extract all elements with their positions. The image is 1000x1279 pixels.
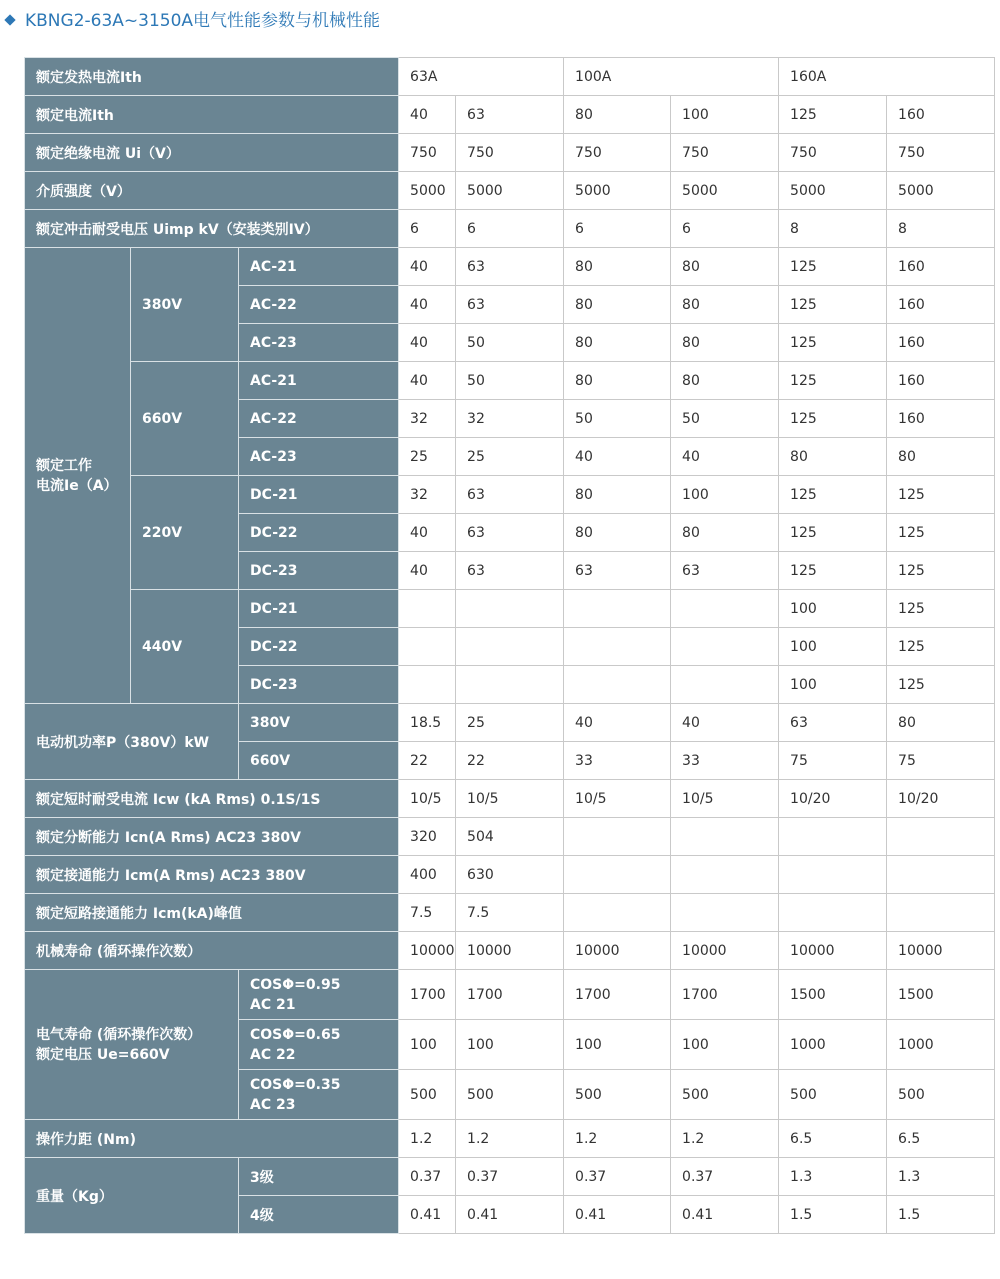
value-cell: 10000: [399, 932, 456, 970]
value-cell: 0.37: [564, 1158, 671, 1196]
row-dielectric: [25, 172, 995, 210]
value-cell: 10000: [671, 932, 779, 970]
value-cell: 40: [399, 248, 456, 286]
value-cell: 125: [887, 476, 995, 514]
value-cell: 63: [456, 552, 564, 590]
cos-line1: COSΦ=0.95: [250, 976, 341, 993]
value-cell: 500: [399, 1070, 456, 1120]
value-cell: 10/20: [887, 780, 995, 818]
value-cell: 500: [671, 1070, 779, 1120]
value-cell: 1.2: [456, 1120, 564, 1158]
diamond-bullet-icon: [4, 14, 15, 25]
value-cell: [671, 628, 779, 666]
motor-voltage-label: 380V: [239, 704, 399, 742]
value-cell: 750: [671, 134, 779, 172]
ie-label-line1: 额定工作: [36, 457, 92, 474]
value-cell: 80: [564, 514, 671, 552]
value-cell: 25: [456, 438, 564, 476]
page-title: [6, 8, 380, 34]
value-cell: 10000: [887, 932, 995, 970]
value-cell: 75: [887, 742, 995, 780]
value-cell: [456, 590, 564, 628]
value-cell: 6: [456, 210, 564, 248]
cos-label: [239, 1070, 399, 1120]
value-cell: 125: [779, 96, 887, 134]
value-cell: 6.5: [779, 1120, 887, 1158]
voltage-660v-label: 660V: [131, 362, 239, 476]
value-cell: 40: [399, 324, 456, 362]
value-cell: [399, 590, 456, 628]
level-label: 4级: [239, 1196, 399, 1234]
value-cell: 22: [399, 742, 456, 780]
value-cell: 100: [779, 666, 887, 704]
value-cell: 750: [887, 134, 995, 172]
cos-line2: AC 22: [250, 1046, 296, 1063]
value-cell: 1.3: [779, 1158, 887, 1196]
value-cell: 25: [456, 704, 564, 742]
category-label: AC-22: [239, 400, 399, 438]
value-cell: [399, 666, 456, 704]
category-label: DC-21: [239, 476, 399, 514]
value-cell: 32: [399, 400, 456, 438]
value-cell: 0.37: [456, 1158, 564, 1196]
value-cell: 10/5: [399, 780, 456, 818]
value-cell: 1500: [887, 970, 995, 1020]
value-cell: 160: [887, 286, 995, 324]
value-cell: 10000: [564, 932, 671, 970]
row-label: 额定电流Ith: [25, 96, 399, 134]
value-cell: 750: [399, 134, 456, 172]
value-cell: [671, 818, 779, 856]
value-cell: 63: [456, 476, 564, 514]
value-cell: 0.41: [399, 1196, 456, 1234]
value-cell: 1000: [779, 1020, 887, 1070]
row-weight-3: [25, 1158, 995, 1196]
value-cell: 160: [887, 400, 995, 438]
value-cell: 32: [399, 476, 456, 514]
value-cell: 1700: [564, 970, 671, 1020]
value-cell: [887, 818, 995, 856]
value-cell: 80: [671, 248, 779, 286]
value-cell: 10/5: [564, 780, 671, 818]
row-label: 额定接通能力 Icm(A Rms) AC23 380V: [25, 856, 399, 894]
value-cell: 18.5: [399, 704, 456, 742]
value-cell: 100: [564, 1020, 671, 1070]
value-cell: 1.2: [399, 1120, 456, 1158]
value-cell: [399, 628, 456, 666]
value-cell: 80: [887, 704, 995, 742]
value-cell: 80: [564, 476, 671, 514]
value-cell: 1.5: [779, 1196, 887, 1234]
ie-label-line2: 电流Ie（A）: [36, 477, 118, 494]
value-cell: 160: [887, 324, 995, 362]
row-motor-380: [25, 704, 995, 742]
value-cell: 125: [779, 400, 887, 438]
category-label: DC-23: [239, 666, 399, 704]
row-icm: [25, 856, 995, 894]
value-cell: 100: [399, 1020, 456, 1070]
row-ith: [25, 96, 995, 134]
value-cell: 50: [456, 362, 564, 400]
value-cell: 125: [779, 324, 887, 362]
value-cell: [564, 666, 671, 704]
voltage-440v-label: 440V: [131, 590, 239, 704]
value-cell: [671, 856, 779, 894]
row-label: 额定分断能力 Icn(A Rms) AC23 380V: [25, 818, 399, 856]
voltage-220v-label: 220V: [131, 476, 239, 590]
value-cell: 75: [779, 742, 887, 780]
value-cell: 80: [564, 324, 671, 362]
value-cell: 10/5: [456, 780, 564, 818]
frame-100a: 100A: [564, 58, 779, 96]
value-cell: 7.5: [399, 894, 456, 932]
row-label: 额定短时耐受电流 Icw (kA Rms) 0.1S/1S: [25, 780, 399, 818]
row-label: 额定发热电流Ith: [25, 58, 399, 96]
value-cell: 125: [779, 514, 887, 552]
weight-label: 重量（Kg）: [25, 1158, 239, 1234]
value-cell: 5000: [671, 172, 779, 210]
value-cell: [456, 628, 564, 666]
value-cell: 160: [887, 362, 995, 400]
value-cell: 10/5: [671, 780, 779, 818]
value-cell: 125: [887, 552, 995, 590]
frame-160a: 160A: [779, 58, 995, 96]
value-cell: 100: [671, 1020, 779, 1070]
row-ui: [25, 134, 995, 172]
cos-line2: AC 23: [250, 1096, 296, 1113]
value-cell: 1.3: [887, 1158, 995, 1196]
row-ith-heat: [25, 58, 995, 96]
value-cell: 50: [564, 400, 671, 438]
value-cell: 1700: [399, 970, 456, 1020]
value-cell: [779, 894, 887, 932]
value-cell: 32: [456, 400, 564, 438]
row-torque: [25, 1120, 995, 1158]
value-cell: [564, 856, 671, 894]
value-cell: [671, 590, 779, 628]
row-v440-dc21: [25, 590, 995, 628]
value-cell: 10000: [779, 932, 887, 970]
value-cell: 0.41: [456, 1196, 564, 1234]
category-label: DC-23: [239, 552, 399, 590]
value-cell: 80: [779, 438, 887, 476]
value-cell: 125: [779, 248, 887, 286]
cos-line1: COSΦ=0.35: [250, 1076, 341, 1093]
value-cell: 0.41: [564, 1196, 671, 1234]
value-cell: 40: [399, 552, 456, 590]
value-cell: 5000: [887, 172, 995, 210]
value-cell: 63: [456, 96, 564, 134]
value-cell: 6: [671, 210, 779, 248]
value-cell: 40: [399, 96, 456, 134]
value-cell: [456, 666, 564, 704]
value-cell: 33: [671, 742, 779, 780]
value-cell: 5000: [779, 172, 887, 210]
value-cell: 25: [399, 438, 456, 476]
motor-voltage-label: 660V: [239, 742, 399, 780]
value-cell: 750: [564, 134, 671, 172]
value-cell: 10/20: [779, 780, 887, 818]
value-cell: 100: [671, 96, 779, 134]
value-cell: 125: [887, 514, 995, 552]
value-cell: 40: [671, 704, 779, 742]
value-cell: [779, 856, 887, 894]
value-cell: 5000: [564, 172, 671, 210]
value-cell: 7.5: [456, 894, 564, 932]
value-cell: 1.2: [564, 1120, 671, 1158]
value-cell: 750: [456, 134, 564, 172]
value-cell: [779, 818, 887, 856]
value-cell: 80: [887, 438, 995, 476]
value-cell: [564, 818, 671, 856]
value-cell: 100: [779, 590, 887, 628]
row-uimp: [25, 210, 995, 248]
cos-line1: COSΦ=0.65: [250, 1026, 341, 1043]
value-cell: 63: [564, 552, 671, 590]
row-icw: [25, 780, 995, 818]
value-cell: 40: [399, 362, 456, 400]
value-cell: 80: [671, 514, 779, 552]
cos-line2: AC 21: [250, 996, 296, 1013]
value-cell: 160: [887, 248, 995, 286]
row-label: 额定绝缘电流 Ui（V）: [25, 134, 399, 172]
value-cell: 6: [399, 210, 456, 248]
value-cell: 50: [456, 324, 564, 362]
value-cell: 500: [779, 1070, 887, 1120]
value-cell: 125: [887, 666, 995, 704]
category-label: DC-22: [239, 514, 399, 552]
value-cell: 500: [564, 1070, 671, 1120]
value-cell: [671, 894, 779, 932]
value-cell: 33: [564, 742, 671, 780]
row-label: 额定冲击耐受电压 Uimp kV（安装类别IV）: [25, 210, 399, 248]
value-cell: 100: [779, 628, 887, 666]
value-cell: 63: [671, 552, 779, 590]
value-cell: 125: [887, 590, 995, 628]
row-v380-ac21: [25, 248, 995, 286]
value-cell: 63: [779, 704, 887, 742]
value-cell: 125: [887, 628, 995, 666]
row-label: 额定短路接通能力 Icm(kA)峰值: [25, 894, 399, 932]
value-cell: 40: [399, 514, 456, 552]
value-cell: 63: [456, 248, 564, 286]
value-cell: 125: [779, 476, 887, 514]
value-cell: [564, 590, 671, 628]
category-label: AC-23: [239, 438, 399, 476]
value-cell: 40: [564, 438, 671, 476]
value-cell: 80: [671, 362, 779, 400]
spec-table: [24, 57, 995, 1234]
value-cell: 63: [456, 286, 564, 324]
value-cell: 10000: [456, 932, 564, 970]
value-cell: 160: [887, 96, 995, 134]
value-cell: 1.2: [671, 1120, 779, 1158]
value-cell: 500: [456, 1070, 564, 1120]
value-cell: [671, 666, 779, 704]
row-v220-dc21: [25, 476, 995, 514]
level-label: 3级: [239, 1158, 399, 1196]
value-cell: 125: [779, 362, 887, 400]
elec-life-line2: 额定电压 Ue=660V: [36, 1046, 170, 1063]
value-cell: 80: [564, 362, 671, 400]
category-label: AC-23: [239, 324, 399, 362]
frame-63a: 63A: [399, 58, 564, 96]
category-label: AC-22: [239, 286, 399, 324]
elec-life-line1: 电气寿命 (循环操作次数）: [36, 1026, 202, 1043]
value-cell: 80: [564, 248, 671, 286]
motor-power-label: 电动机功率P（380V）kW: [25, 704, 239, 780]
voltage-380v-label: 380V: [131, 248, 239, 362]
value-cell: 8: [779, 210, 887, 248]
category-label: DC-22: [239, 628, 399, 666]
category-label: DC-21: [239, 590, 399, 628]
value-cell: 0.37: [399, 1158, 456, 1196]
value-cell: 5000: [456, 172, 564, 210]
value-cell: 8: [887, 210, 995, 248]
value-cell: [564, 894, 671, 932]
value-cell: 100: [671, 476, 779, 514]
value-cell: 1500: [779, 970, 887, 1020]
value-cell: 50: [671, 400, 779, 438]
value-cell: 5000: [399, 172, 456, 210]
value-cell: 125: [779, 286, 887, 324]
value-cell: 630: [456, 856, 564, 894]
value-cell: 400: [399, 856, 456, 894]
row-icn: [25, 818, 995, 856]
row-label: 机械寿命 (循环操作次数）: [25, 932, 399, 970]
value-cell: 22: [456, 742, 564, 780]
category-label: AC-21: [239, 248, 399, 286]
value-cell: 40: [671, 438, 779, 476]
row-v660-ac21: [25, 362, 995, 400]
row-label: 操作力距 (Nm): [25, 1120, 399, 1158]
value-cell: 320: [399, 818, 456, 856]
value-cell: [887, 856, 995, 894]
row-cos095: [25, 970, 995, 1020]
value-cell: 80: [671, 286, 779, 324]
value-cell: 504: [456, 818, 564, 856]
value-cell: 1.5: [887, 1196, 995, 1234]
value-cell: 80: [671, 324, 779, 362]
row-icm-peak: [25, 894, 995, 932]
value-cell: 1000: [887, 1020, 995, 1070]
value-cell: 40: [399, 286, 456, 324]
value-cell: 750: [779, 134, 887, 172]
cos-label: [239, 1020, 399, 1070]
value-cell: [887, 894, 995, 932]
value-cell: 100: [456, 1020, 564, 1070]
category-label: AC-21: [239, 362, 399, 400]
value-cell: 63: [456, 514, 564, 552]
value-cell: 1700: [671, 970, 779, 1020]
value-cell: 6: [564, 210, 671, 248]
cos-label: [239, 970, 399, 1020]
value-cell: 40: [564, 704, 671, 742]
value-cell: 0.41: [671, 1196, 779, 1234]
elec-life-label: [25, 970, 239, 1120]
ie-group-label: [25, 248, 131, 704]
value-cell: 125: [779, 552, 887, 590]
value-cell: 500: [887, 1070, 995, 1120]
value-cell: 0.37: [671, 1158, 779, 1196]
row-label: 介质强度（V）: [25, 172, 399, 210]
value-cell: 1700: [456, 970, 564, 1020]
value-cell: 6.5: [887, 1120, 995, 1158]
value-cell: [564, 628, 671, 666]
row-mech-life: [25, 932, 995, 970]
page-title-text: KBNG2-63A~3150A电气性能参数与机械性能: [25, 11, 381, 31]
value-cell: 80: [564, 286, 671, 324]
value-cell: 80: [564, 96, 671, 134]
